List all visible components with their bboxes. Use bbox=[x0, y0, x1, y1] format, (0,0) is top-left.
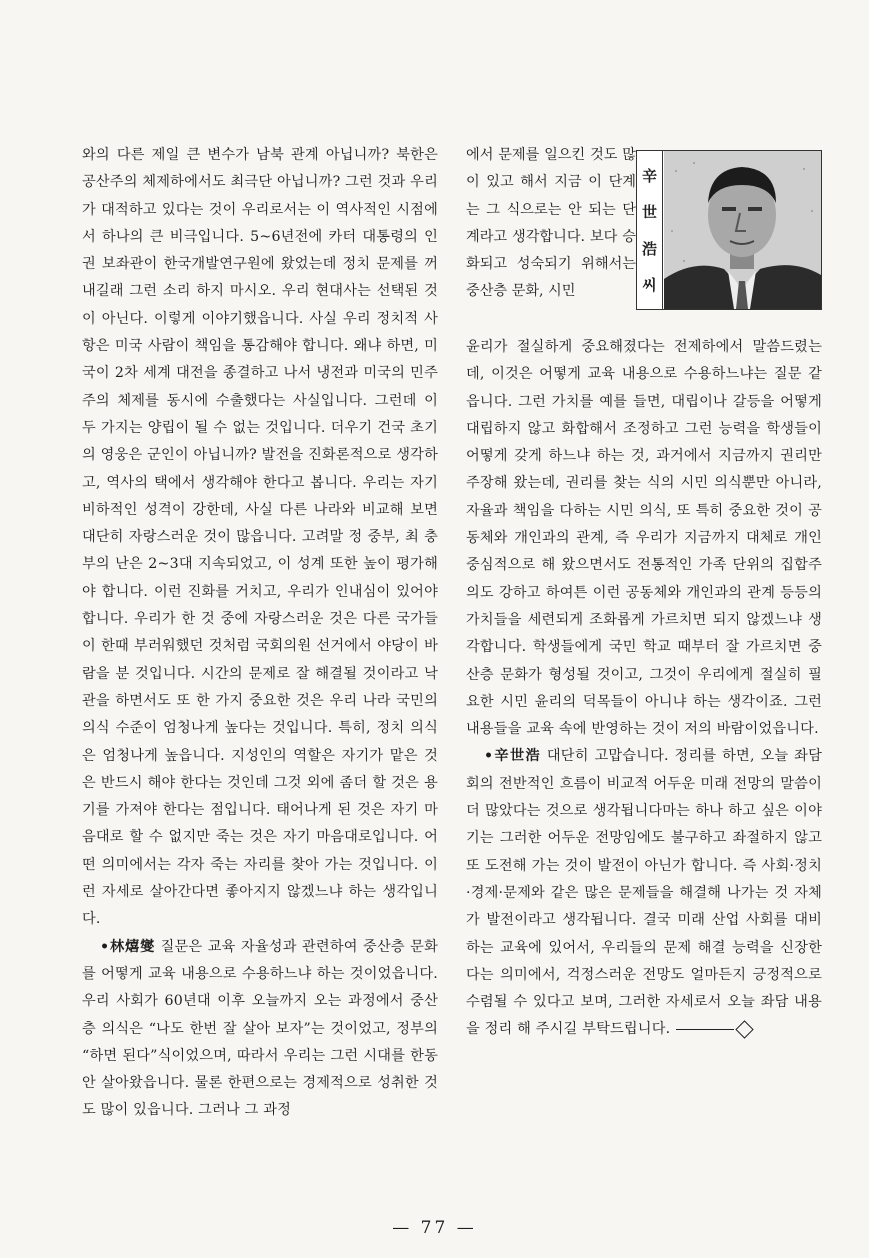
right-column bbox=[466, 334, 822, 1044]
left-paragraph-2 bbox=[82, 934, 438, 1125]
right-wrap-paragraph: 에서 문제를 일으킨 것도 많이 있고 해서 지금 이 단계는 그 식으로는 안 되는 단계라고 생각합니다. 보다 승화되고 성숙되기 위해서는 중산층 문화, 시민 bbox=[466, 147, 636, 300]
right-paragraph-1: 윤리가 절실하게 중요해졌다는 전제하에서 말씀드렸는데, 이것은 어떻게 교육 내용으로 수용하느냐는 질문 같읍니다. 그런 가치를 예를 들면, 대립이나 갈등을 어떻게 대립하지 않고 화합해서 조정하고 그런 능력을 학생들이 어떻게 갖게 하느냐 하는 것, 과거에서 지금까지 권리만 주장해 왔는데, 권리를 찾는 식의 시민 의식뿐만 아니라, 자율과 책임을 다하는 시민 의식, 또 특히 중요한 것이 공동체와 개인과의 관계, 즉 우리가 지금까지 대체로 개인 중심적으로 해 왔으면서도 전통적인 가족 단위의 집합주의도 강하고 하여튼 이런 공동체와 개인과의 관계 등등의 가치들을 세련되게 조화롭게 가르치면 되지 않겠느냐 생각합니다. 학생들에게 국민 학교 때부터 잘 가르치면 중산층 문화가 형성될 것이고, 그것이 우리에게 절실히 필요한 시민 윤리의 덕목들이 아니냐 하는 생각이죠. 그런 내용들을 교육 속에 반영하는 것이 저의 바람이었읍니다. bbox=[466, 339, 822, 738]
right-paragraph-2 bbox=[466, 743, 822, 1043]
speaker-label-shin: •辛世浩 bbox=[484, 748, 542, 765]
photo-caption-name bbox=[637, 151, 663, 309]
page-number: — 77 — bbox=[392, 1218, 477, 1238]
left-paragraph-1: 와의 다른 제일 큰 변수가 남북 관계 아닙니까? 북한은 공산주의 체제하에서도 최극단 아닙니까? 그런 것과 우리가 대적하고 있다는 것이 우리로서는 이 역사적인 시점에서 하나의 큰 비극입니다. 5~6년전에 카터 대통령의 인권 보좌관이 한국개발연구원에 왔었는데 정치 문제를 꺼내길래 그런 소리 하지 마시오. 우리 현대사는 선택된 것이 아닌다. 이렇게 이야기했읍니다. 사실 우리 정치적 사항은 미국 사람이 책임을 통감해야 합니다. 왜냐 하면, 미국이 2차 세계 대전을 종결하고 나서 냉전과 미국의 민주주의 체제를 동시에 수출했다는 사실입니다. 그런데 이 두 가지는 양립이 될 수 없는 것입니다. 더우기 건국 초기의 영웅은 군인이 아닙니까? 발전을 진화론적으로 생각하고, 역사의 택에서 생각해야 한다고 봅니다. 우리는 자기 비하적인 성격이 강한데, 사실 다른 나라와 비교해 보면 대단히 자랑스러운 것이 많읍니다. 고려말 정 중부, 최 충부의 난은 2~3대 지속되었고, 이 성계 또한 높이 평가해야 합니다. 이런 진화를 거치고, 우리가 인내심이 있어야 합니다. 우리가 한 것 중에 자랑스러운 것은 다른 국가들이 한때 부러워했던 것처럼 국회의원 선거에서 야당이 바람을 분 것입니다. 시간의 문제로 잘 해결될 것이라고 낙관을 하면서도 또 한 가지 중요한 것은 우리 나라 국민의 의식 수준이 엄청나게 높다는 것입니다. 특히, 정치 의식은 엄청나게 높읍니다. 지성인의 역할은 자기가 맡은 것은 반드시 해야 한다는 것인데 그것 외에 좀더 할 것은 용기를 가져야 한다는 점입니다. 태어나게 된 것은 자기 마음대로 할 수 없지만 죽는 것은 자기 마음대로입니다. 어떤 의미에서는 각자 죽는 자리를 찾아 가는 것입니다. 이런 자세로 살아간다면 좋아지지 않겠느냐 하는 생각입니다. bbox=[82, 147, 438, 928]
right-column-wrap-text bbox=[466, 142, 636, 306]
end-rule bbox=[676, 1029, 734, 1030]
photo-name-char: 世 bbox=[641, 203, 657, 222]
photo-name-char: 씨 bbox=[642, 276, 657, 295]
end-mark-icon bbox=[736, 1020, 754, 1038]
right-paragraph-2-text: 대단히 고맙습니다. 정리를 하면, 오늘 좌담회의 전반적인 흐름이 비교적 어두운 미래 전망의 말씀이 더 많았다는 것으로 생각됩니다마는 하나 하고 싶은 이야기는 그러한 어두운 전망임에도 불구하고 좌절하지 않고 또 도전해 가는 것이 발전이 아닌가 합니다. 즉 사회·정치·경제·문제와 같은 많은 문제들을 해결해 나가는 것 자체가 발전이라고 생각됩니다. 결국 미래 산업 사회를 대비하는 교육에 있어서, 우리들의 문제 해결 능력을 신장한다는 의미에서, 걱정스러운 전망도 얼마든지 긍정적으로 수렴될 수 있다고 보며, 그러한 자세로서 오늘 좌담 내용을 정리 해 주시길 부탁드립니다. bbox=[466, 748, 822, 1038]
left-paragraph-2-text: 질문은 교육 자율성과 관련하여 중산층 문화를 어떻게 교육 내용으로 수용하느냐 하는 것이었읍니다. 우리 사회가 60년대 이후 오늘까지 오는 과정에서 중산층 의식은 “나도 한번 잘 살아 보자”는 것이었고, 정부의 “하면 된다”식이었으며, 따라서 우리는 그런 시대를 한동안 살아왔읍니다. 물론 한편으로는 경제적으로 성취한 것도 많이 있읍니다. 그러나 그 과정 bbox=[82, 938, 438, 1119]
speaker-portrait-photo bbox=[664, 151, 821, 309]
speaker-label-lim: •林熺燮 bbox=[100, 938, 156, 955]
photo-name-char: 辛 bbox=[641, 166, 657, 185]
speaker-photo-box bbox=[636, 150, 822, 310]
photo-name-char: 浩 bbox=[641, 239, 657, 258]
left-column bbox=[82, 142, 438, 1125]
